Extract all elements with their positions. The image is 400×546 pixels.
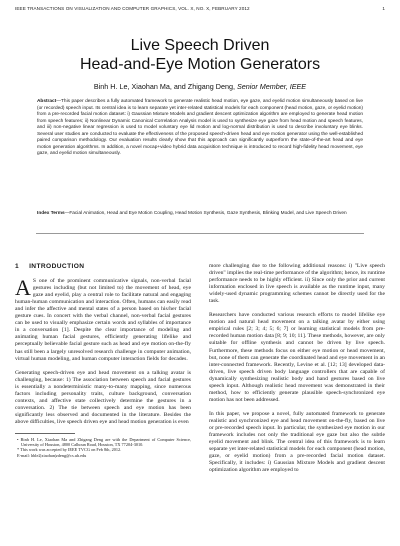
journal-header: IEEE TRANSACTIONS ON VISUALIZATION AND COMPUTER GRAPHICS, VOL. X, NO. X, FEBRUARY 2012 [15, 6, 250, 11]
right-column [209, 263, 385, 481]
abstract-divider [36, 233, 364, 234]
title-line-1: Live Speech Driven [130, 37, 270, 54]
page-number: 1 [382, 6, 385, 11]
intro-paragraph-1 [15, 275, 191, 363]
abstract-text: —This paper describes a fully automated framework to generate realistic head motion, eye gaze, and eyelid motion simultaneously based on live (or recorded) speech input. Its central idea is to learn separate yet inter-related statistical models for each component (head motion, gaze, or eyelid motion) from a pre-recorded facial motion dataset: i) Gaussian Mixture Models and gradient descent optimization algorithm are employed to generate head motion from speech features; ii) Nonlinear Dynamic Canonical Correlation Analysis model is used to synthesize eye gaze from head motion and speech features, and iii) non-negative linear regression is used to model voluntary eye lid motion and log-normal distribution is used to describe involuntary eye blinks. Several user studies are conducted to evaluate the effectiveness of the proposed speech-driven head and eye motion generator using the well-established paired comparison methodology. Our evaluation results clearly show that this approach can significantly outperform the state-of-the-art head and eye motion generation algorithms. In addition, a novel mocap+video hybrid data acquisition technique is introduced to record high-fidelity head movement, eye gaze, and eyelid motion simultaneously. [37, 99, 363, 157]
section-number: 1 [15, 263, 20, 270]
intro-paragraph-3: more challenging due to the following additional reasons: i) "Live speech driven" implies the real-time performance of the algorithm; hence, its runtime performance needs to be highly efficient. ii) Since only the prior and current information enclosed in live speech is available as the runtime input, many widely-used dynamic programming schemes cannot be directly used for the task. [209, 263, 385, 305]
footnote-acceptance: * This work was accepted by IEEE TVCG on Feb 8th, 2012. [17, 447, 122, 453]
index-terms [37, 211, 363, 218]
title-line-2: Head-and-Eye Motion Generators [79, 56, 321, 73]
author-role: Senior Member, IEEE [236, 82, 307, 91]
author-names: Binh H. Le, Xiaohan Ma, and Zhigang Deng, [93, 82, 235, 91]
intro-paragraph-5: In this paper, we propose a novel, fully automated framework to generate realistic and synchronized eye and head movement on-the-fly, based on live or pre-recorded speech input. In particular, the synthesized eye motion in our framework includes not only the traditional eye gaze but also the subtle eyelid movement and blink. The central idea of this framework is to learn separate yet inter-related statistical models for each component (head motion, gaze, or eyelid motion) from a pre-recorded facial motion dataset. Specifically, it includes: i) Gaussian Mixture Models and gradient descent optimization algorithm are employed to [209, 410, 385, 474]
author-line [0, 82, 400, 91]
footnote-email: E-mail: hble2|xiaohan|zdeng@cs.uh.edu [17, 452, 87, 458]
section-heading [15, 263, 191, 270]
footnote-affiliation: • Binh H. Le, Xiaohan Ma and Zhigang Deng are with the Department of Computer Science, University of Houston, 4800 Calhoun Road, Houston, TX 77204-3010. [17, 436, 191, 448]
author-footnote [15, 437, 191, 458]
intro-paragraph-1-text: S one of the prominent communicative signals, non-verbal facial gestures including (but not limited to) the movement of head, eye gaze and eyelid, play a central role to facilitate natural and engaging human-human communication and interaction. Often, humans can easily read and infer the affective and mental states of a person based on his/her facial gesture cues. In concert with the verbal channel, non-verbal facial gestures can be used to visually emphasize certain words and syllables of importance in a conversation [1]. Despite the clear importance of modeling and animating human facial gestures, efficiently generating lifelike and perceptually believable facial gesture such as head and eye motion on-the-fly has still been a largely unresolved research challenge in computer animation, virtual human modeling, and human computer interaction fields for decades. [15, 278, 191, 362]
paper-title [0, 36, 400, 74]
left-column [15, 263, 191, 458]
abstract-label: Abstract [37, 99, 57, 104]
footnote-rule [15, 433, 75, 434]
index-terms-text: —Facial Animation, Head and Eye Motion Coupling, Head Motion Synthesis, Gaze Synthesis, Blinking Model, and Live Speech Driven [64, 211, 347, 216]
section-title: INTRODUCTION [29, 263, 85, 270]
drop-cap: A [15, 275, 31, 301]
intro-paragraph-2: Generating speech-driven eye and head movement on a talking avatar is challenging, because: 1) The association between speech and facial gestures is essentially a nondeterministic many-to-many mapping, since numerous factors including personality traits, culture background, conversation contexts, and affective state collectively determine the gestures in a conversation. 2) The tie between speech and eye motion has been significantly less observed and documented in the literature. Besides the above difficulties, live speech driven eye and head motion generation is even [15, 369, 191, 425]
running-header [15, 6, 385, 11]
abstract [37, 99, 363, 158]
index-terms-label: Index Terms [37, 211, 65, 216]
intro-paragraph-4: Researchers have conducted various research efforts to model lifelike eye motion and natural head movement on a talking avatar by either using empirical rules [2; 3; 4; 5; 6; 7] or learning statistical models from pre-recorded human motion data [8; 9; 10; 11]. These methods, however, are only suitable for offline synthesis and cannot be driven by live speech. Furthermore, these methods focus on either eye motion or head movement, but, none of them can generate the coordinated head and eye movement in an inter-connected framework. Recently, Levine et al. [12; 13] developed data-driven, live speech driven body language controllers that are capable of dynamically synthesizing realistic body and hand gestures based on live speech input. Although realistic head movement was demonstrated in their method, how to efficiently generate plausible speech-synchronized eye motion has not been addressed. [209, 312, 385, 403]
